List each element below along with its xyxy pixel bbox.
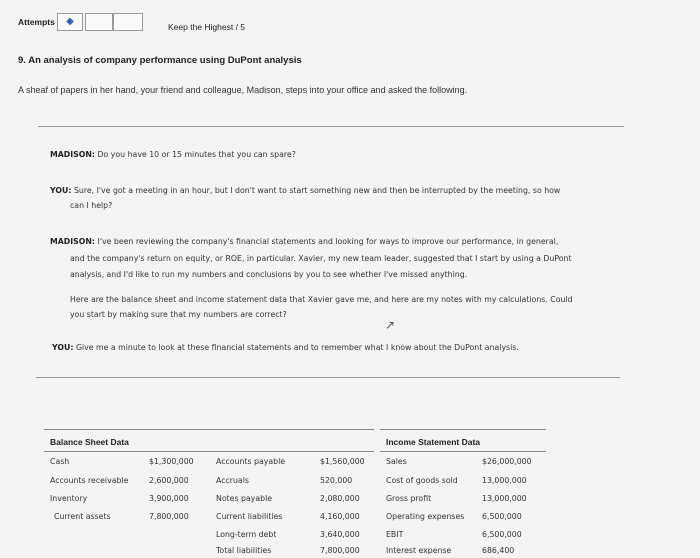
dialogue-you-2 (52, 340, 519, 355)
balance-right-value: $1,560,000 (320, 457, 365, 466)
balance-left-label: Current assets (54, 512, 111, 521)
balance-right-label: Total liabilities (216, 546, 272, 555)
divider (36, 377, 620, 378)
dialogue-line: Sure, I've got a meeting in an hour, but I don't want to start something new and then be interrupted by the meeting, so how (73, 186, 561, 195)
income-value: 686,400 (482, 546, 515, 555)
dialogue-line: I've been reviewing the company's financial statements and looking for ways to improve our performance, in general, (97, 237, 559, 246)
attempt-box-2 (113, 13, 143, 31)
table-header-rule (380, 451, 546, 452)
income-value: 6,500,000 (482, 530, 522, 539)
speaker-label: YOU: (52, 343, 74, 352)
dialogue-line: Give me a minute to look at these financial statements and to remember what I know about the DuPont analysis. (75, 343, 519, 352)
table-top-rule (44, 429, 374, 430)
income-label: Sales (386, 457, 407, 466)
speaker-label: MADISON: (50, 150, 96, 159)
attempt-box-1 (85, 13, 113, 31)
balance-right-value: 4,160,000 (320, 512, 360, 521)
balance-right-label: Notes payable (216, 494, 273, 503)
balance-left-value: 2,600,000 (149, 476, 189, 485)
balance-right-value: 2,080,000 (320, 494, 360, 503)
table-top-rule (380, 429, 546, 430)
diamond-icon: ◆ (66, 16, 74, 27)
speaker-label: MADISON: (50, 237, 96, 246)
attempts-diamond-box (57, 13, 83, 31)
speaker-label: YOU: (50, 186, 72, 195)
divider (38, 126, 624, 127)
intro-text: A sheaf of papers in her hand, your friend and colleague, Madison, steps into your office and asked the following. (18, 85, 468, 95)
income-label: EBIT (386, 530, 404, 539)
question-title: 9. An analysis of company performance using DuPont analysis (18, 55, 302, 66)
income-statement-title: Income Statement Data (386, 437, 480, 447)
income-label: Operating expenses (386, 512, 465, 521)
income-value: 6,500,000 (482, 512, 522, 521)
dialogue-madison-2 (50, 234, 558, 249)
dialogue-line: Do you have 10 or 15 minutes that you can spare? (97, 150, 296, 159)
balance-right-label: Accruals (216, 476, 249, 485)
dialogue-line: analysis, and I'd like to run my numbers and conclusions by you to see whether I've missed anything. (70, 270, 468, 279)
table-header-rule (44, 451, 374, 452)
balance-right-value: 520,000 (320, 476, 353, 485)
income-label: Interest expense (386, 546, 452, 555)
balance-left-value: 7,800,000 (149, 512, 189, 521)
dialogue-line: you start by making sure that my numbers are correct? (70, 310, 287, 319)
dialogue-line: can I help? (70, 201, 113, 210)
balance-left-label: Accounts receivable (50, 476, 129, 485)
dialogue-line: Here are the balance sheet and income statement data that Xavier gave me, and here are my notes with my calculations. Could (70, 295, 573, 304)
balance-right-label: Accounts payable (216, 457, 286, 466)
keep-highest-label: Keep the Highest / 5 (168, 22, 246, 32)
balance-right-label: Current liabilities (216, 512, 283, 521)
balance-left-label: Inventory (50, 494, 88, 503)
attempts-label: Attempts (18, 17, 55, 27)
income-value: 13,000,000 (482, 476, 527, 485)
balance-left-label: Cash (50, 457, 70, 466)
dialogue-madison-1 (50, 147, 296, 162)
balance-right-label: Long-term debt (216, 530, 277, 539)
dialogue-line: and the company's return on equity, or ROE, in particular. Xavier, my new team leader, suggested that I start by using a DuPont (70, 254, 572, 263)
income-value: 13,000,000 (482, 494, 527, 503)
income-label: Gross profit (386, 494, 432, 503)
balance-right-value: 3,640,000 (320, 530, 360, 539)
mouse-cursor-icon: ↗ (385, 318, 396, 332)
income-label: Cost of goods sold (386, 476, 458, 485)
balance-left-value: 3,900,000 (149, 494, 189, 503)
balance-right-value: 7,800,000 (320, 546, 360, 555)
income-value: $26,000,000 (482, 457, 532, 466)
dialogue-you-1 (50, 183, 560, 198)
balance-left-value: $1,300,000 (149, 457, 194, 466)
balance-sheet-title: Balance Sheet Data (50, 437, 129, 447)
